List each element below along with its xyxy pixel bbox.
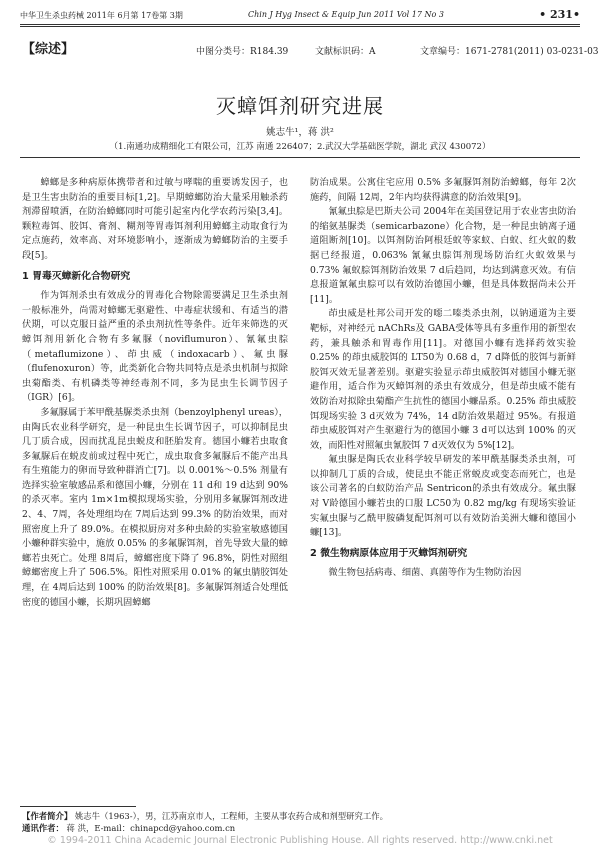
right-column xyxy=(310,176,576,581)
paragraph: 氰氟虫腙是巴斯夫公司 2004年在美国登记用于农业害虫防治的缩氨基脲类（semicarbazone）化合物，是一种昆虫钠离子通道阻断剂[10]。以饵剂防治阿根廷蚁等家蚁、白蚁、红火蚁的数据已经报道，0.063% 氰氟虫腙饵剂现场防治红火蚁效果与 0.73% 氟蚁腙饵剂防治效果 7 d后趋同，均达到满意灭效。有信息报道氰氟虫腙可以有效防治德国小蠊，但是具体数据尚未公开[11]。 xyxy=(310,206,576,305)
journal-name-cn: 中华卫生杀虫药械 2011年 6月第 17卷第 3期 xyxy=(20,11,183,20)
paragraph: 蟑螂是多种病原体携带者和过敏与哮喘的重要诱发因子，也是卫生害虫防治的重要目标[1,2]。早期蟑螂防治大量采用触杀药剂滞留喷洒，在防治蟑螂同时可能引起室内化学农药污染[3,4]。颗粒毒饵、胶饵、膏剂、糊剂等胃毒饵剂利用蟑螂主动取食行为定点施药，效率高、对环境影响小，逐渐成为蟑螂防治的主要手段[5]。 xyxy=(22,177,288,261)
header-rule-second xyxy=(20,26,580,27)
article-title: 灭蟑饵剂研究进展 xyxy=(216,94,384,118)
article-type: 【综述】 xyxy=(22,42,75,57)
article-id: 文章编号：1671-2781(2011) 03-0231-03 xyxy=(420,47,599,57)
paragraph: 多氟脲属于苯甲酰基脲类杀虫剂（benzoylphenyl ureas），由陶氏农业科学研究，是一种昆虫生长调节因子，可以抑制昆虫几丁质合成，因而扰乱昆虫蜕皮和胚胎发育。德国小蠊若虫取食多氟脲后在蜕皮前或过程中死亡，成虫取食多氟脲后不能产出具有生殖能力的卵而导致种群消亡[7]。以 0.001%～0.5% 剂量有选择实验室敏感品系和德国小蠊，分别在 11 d和 19 d达到 90% 的杀灭率。室内 1m×1m模拟现场实验，分别用多氟脲饵剂改进 2、4、7周，各处理组均在 7周后达到 99.3% 的防治效果，而对照密度上升了 89.0%。在模拟厨房对多种虫龄的实验室敏感德国小蠊种群实验中，施放 0.05% 的多氟脲饵剂，首先导致大量的蟑螂若虫死亡。处理 8周后，蟑螂密度下降了 96.8%，阴性对照组蟑螂密度上升了 506.5%。阳性对照采用 0.01% 的氟虫腈胶饵处理，在 4周后达到 100% 的防治效果[8]。多氟脲饵剂适合处理低密度的德国小蠊，长期巩固蟑螂 xyxy=(22,406,288,608)
paragraph: 微生物包括病毒、细菌、真菌等作为生物防治因 xyxy=(328,567,522,579)
footnote-rule xyxy=(20,806,136,807)
title-rule xyxy=(20,157,580,158)
running-header xyxy=(20,10,580,24)
contact-info xyxy=(22,822,388,834)
author-info-text: 姚志牛（1963-），男，江苏南京市人，工程师，主要从事农药合成和剂型研究工作。 xyxy=(74,811,388,821)
affiliation: （1.南通功成精细化工有限公司，江苏 南通 226407；2.武汉大学基础医学院，湖北 武汉 430072） xyxy=(109,142,491,152)
contact-text: 蒋 洪，E-mail：chinapcd@yahoo.com.cn xyxy=(66,823,236,833)
authors: 姚志牛¹，蒋 洪² xyxy=(266,127,334,138)
paragraph: 防治成果。公寓住宅应用 0.5% 多氟脲饵剂防治蟑螂，每年 2次施药，间隔 12周，2年内均获得满意的防治效果[9]。 xyxy=(310,177,576,203)
author-info xyxy=(22,810,388,822)
document-code: 文献标识码：A xyxy=(315,47,376,57)
journal-name-en: Chin J Hyg Insect & Equip Jun 2011 Vol 17 No 3 xyxy=(248,10,444,19)
paragraph: 氟虫脲是陶氏农业科学较早研发的苯甲酰基脲类杀虫剂，可以抑制几丁质的合成，使昆虫不能正常蜕皮或变态而死亡，也是该公司著名的白蚁防治产品 Sentricon的杀虫有效成分。氟虫脲对 V龄德国小蠊若虫的口服 LC50为 0.82 mg/kg 有现场实验证实氟虫脲与乙酰甲胺磷复配饵剂可以有效防治美洲大蠊和德国小蠊[13]。 xyxy=(310,454,576,539)
clc-number: 中图分类号：R184.39 xyxy=(196,47,289,57)
footnote xyxy=(22,810,388,834)
header-rule xyxy=(20,24,580,25)
page-number: • 231• xyxy=(539,8,580,21)
copyright-notice: © 1994-2011 China Academic Journal Electronic Publishing House. All rights reserved. http://www.cnki.net xyxy=(47,835,553,846)
paragraph: 作为饵剂杀虫有效成分的胃毒化合物除需要满足卫生杀虫剂一般标准外，尚需对蟑螂无驱避性、中毒症状缓和、有适当的潜伏期，可以克服日益严重的杀虫剂抗性等条件。近年来筛选的灭蟑饵剂用新化合物有多氟脲（noviflumuron）、氰氟虫腙（metaflumizone）、茚虫威（indoxacarb）、氟虫脲（flufenoxuron）等，此类新化合物共同特点是杀虫机制与拟除虫菊酯类、有机磷类等神经毒剂不同，多为昆虫生长调节因子（IGR）[6]。 xyxy=(22,290,288,404)
section-heading-1: 1 胃毒灭蟑新化合物研究 xyxy=(22,270,131,282)
author-info-label: 【作者简介】 xyxy=(22,811,73,821)
paragraph: 茚虫威是杜邦公司开发的噁二嗪类杀虫剂，以钠通道为主要靶标，对神经元 nAChRs及 GABA受体等具有多重作用的新型农药，兼具触杀和胃毒作用[11]。对德国小蠊有选择药效实验 0.25% 的茚虫威胶饵的 LT50为 0.68 d，7 d降低的胶饵与新鲜胶饵灭效无显著差别。驱避实验显示茚虫威胶饵对德国小蠊无驱避作用，适合作为灭蟑饵剂的杀虫有效成分，但是茚虫威不能有效防治对拟除虫菊酯产生抗性的德国小蠊品系。0.25% 茚虫威胶饵现场实验 3 d灭效为 74%，14 d防治效果超过 95%。有报道茚虫威胶饵对产生驱避行为的德国小蠊 3 d可以达到 100% 的灭效，而阳性对照氟虫氰胶饵 7 d灭效仅为 5%[12]。 xyxy=(310,308,576,451)
left-column xyxy=(22,176,288,610)
contact-label: 通讯作者： xyxy=(22,823,64,833)
section-heading-2: 2 微生物病原体应用于灭蟑饵剂研究 xyxy=(310,547,468,559)
